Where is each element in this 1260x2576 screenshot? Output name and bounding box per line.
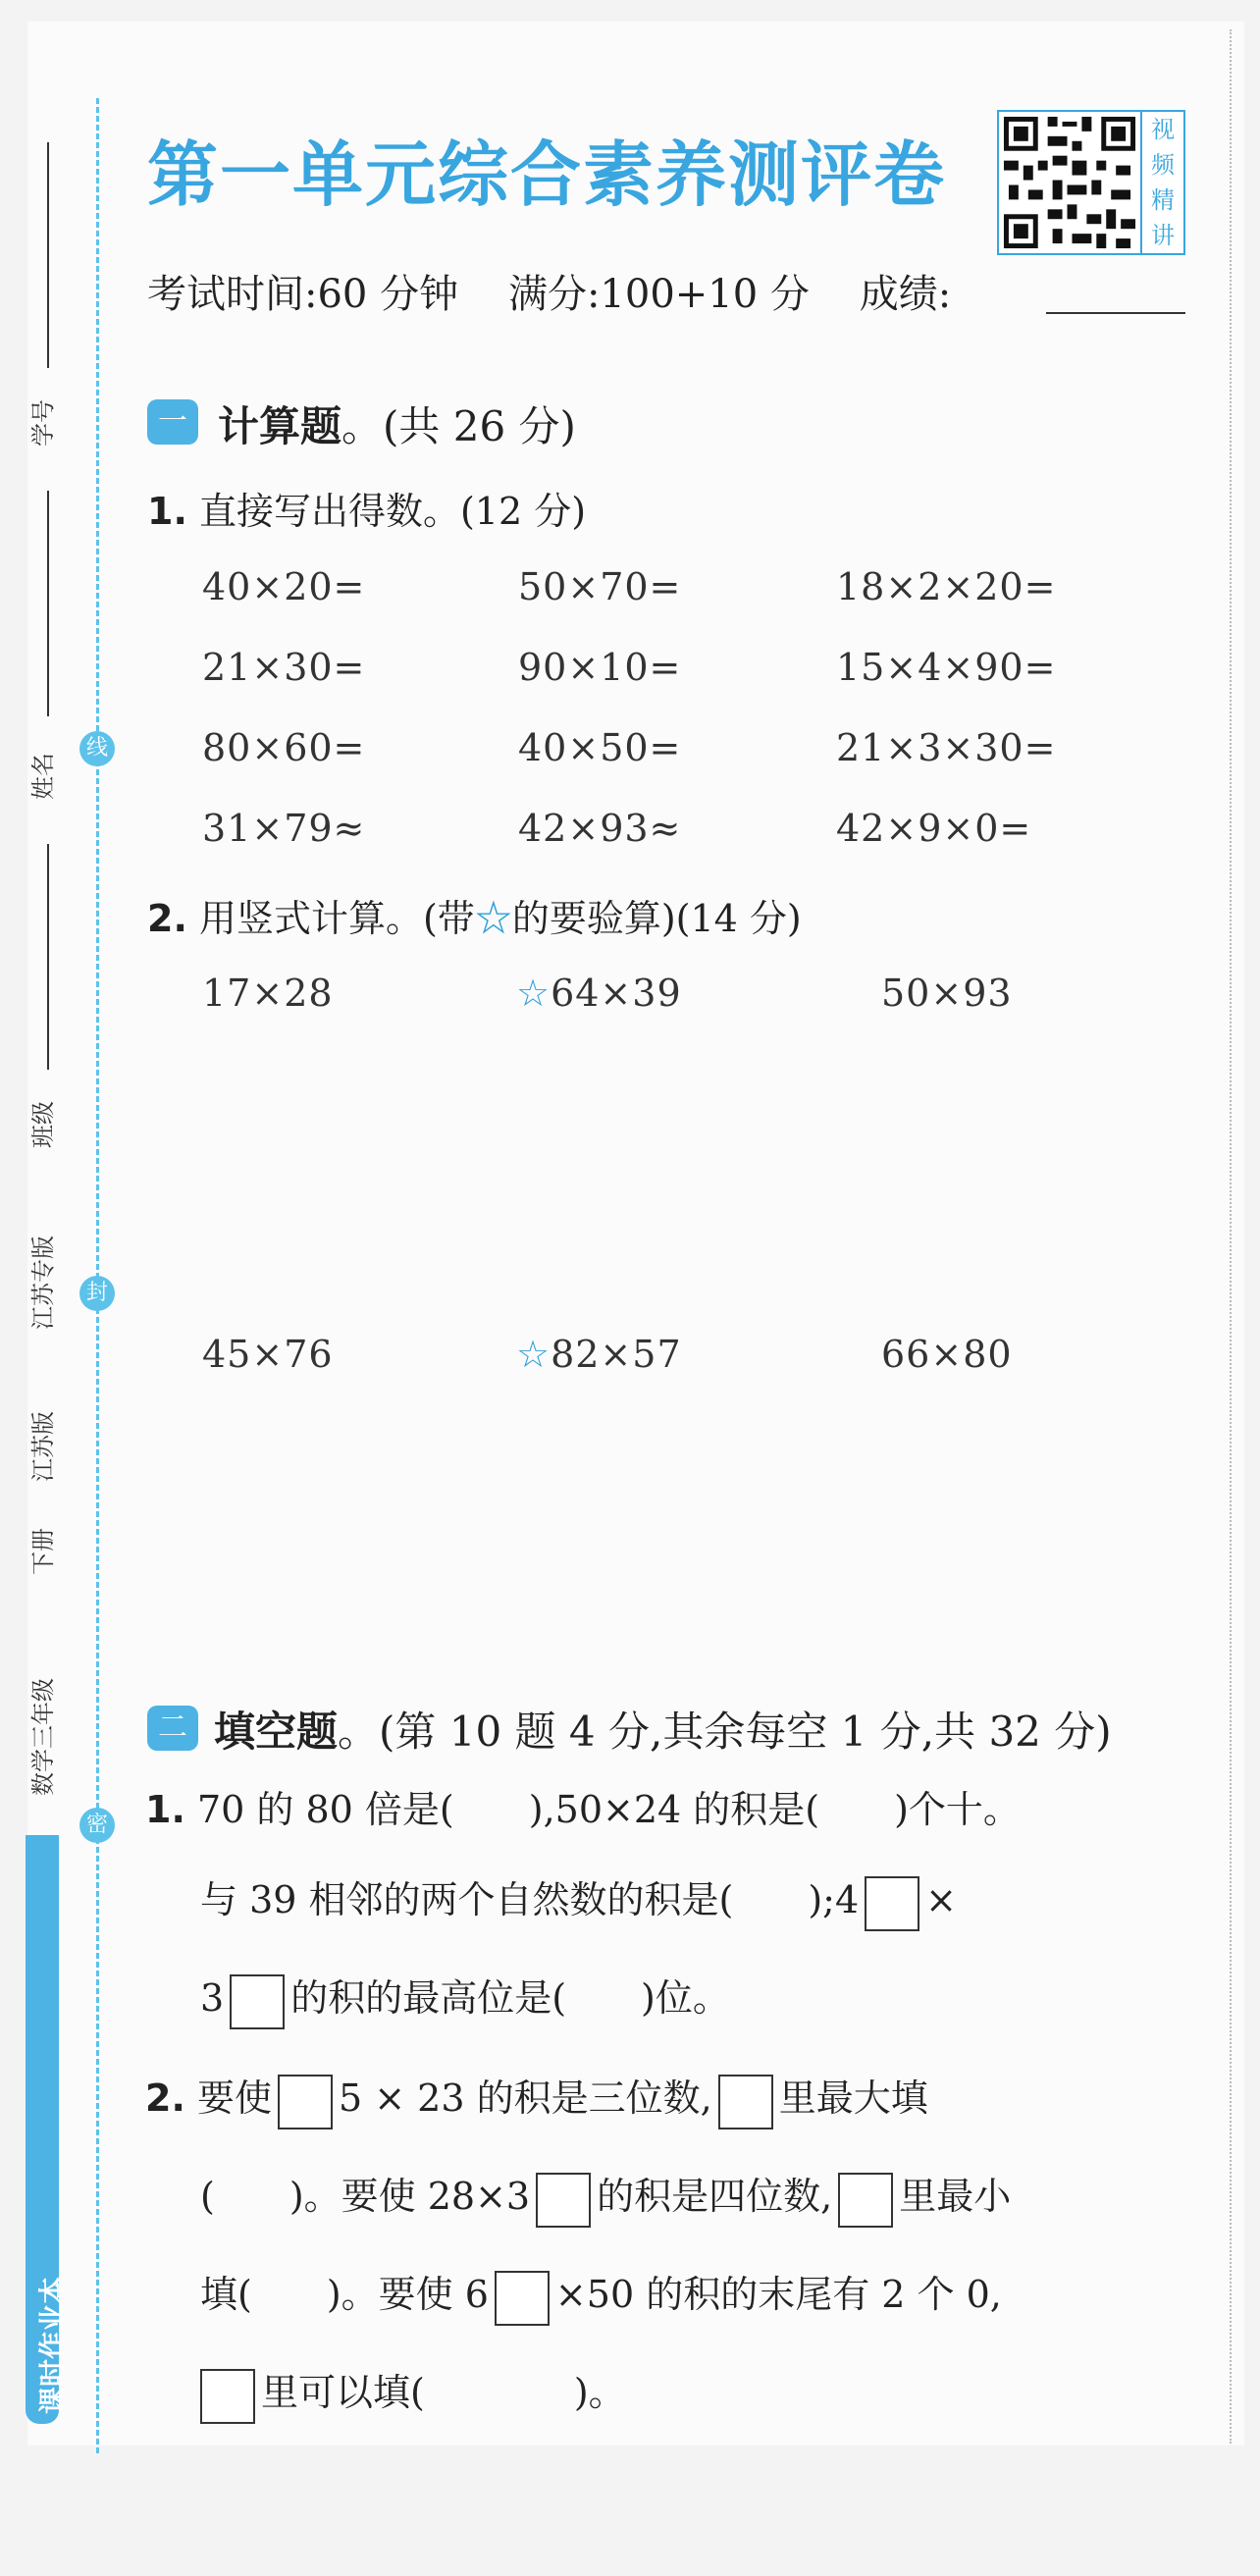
- vertical-calc-item: ☆82×57: [516, 1333, 682, 1376]
- question-2-2-line-3: 填( )。要使 6 ×50 的积的末尾有 2 个 0,: [200, 2269, 1002, 2326]
- calc-item: 21×30=: [202, 646, 366, 689]
- question-2-2-line-1: 2. 要使 5 × 23 的积是三位数, 里最大填: [145, 2073, 928, 2129]
- student-id-line: [47, 142, 49, 368]
- calc-item: 40×20=: [202, 565, 366, 608]
- vertical-calc-item: 45×76: [202, 1333, 334, 1376]
- calc-item: 31×79≈: [202, 807, 366, 850]
- video-lesson-tag: 视 频 精 讲: [1140, 110, 1185, 255]
- binding-dot-mi: 密: [79, 1808, 115, 1843]
- exam-time: 考试时间:60 分钟: [147, 272, 459, 317]
- answer-box[interactable]: [495, 2271, 550, 2326]
- edition-jiangsu: 江苏版: [29, 1411, 57, 1482]
- full-score: 满分:100+10 分: [507, 272, 810, 317]
- vertical-calc-item: 50×93: [881, 972, 1013, 1015]
- answer-box[interactable]: [230, 1974, 285, 2029]
- calc-item: 50×70=: [518, 565, 682, 608]
- question-2-2-line-2: ( )。要使 28×3 的积是四位数, 里最小: [200, 2171, 1011, 2228]
- page-title: 第一单元综合素养测评卷: [147, 133, 947, 216]
- edition-volume: 下册: [29, 1528, 57, 1575]
- question-2-1-line-3: 3 的积的最高位是( )位。: [200, 1972, 730, 2029]
- question-2-1-line-2: 与 39 相邻的两个自然数的积是( );4 ×: [200, 1874, 957, 1931]
- section-2-heading: 填空题。(第 10 题 4 分,其余每空 1 分,共 32 分): [214, 1708, 1112, 1756]
- star-icon: ☆: [516, 1333, 551, 1376]
- edition-grade: 数学三年级: [29, 1678, 57, 1796]
- answer-box[interactable]: [200, 2369, 255, 2424]
- name-line: [47, 491, 49, 716]
- star-icon: ☆: [474, 897, 512, 940]
- star-icon: ☆: [516, 972, 551, 1015]
- answer-box[interactable]: [865, 1876, 919, 1931]
- answer-box[interactable]: [278, 2075, 333, 2129]
- score-label: 成绩:: [859, 272, 952, 317]
- question-2-1-line-1: 1. 70 的 80 倍是( ),50×24 的积是( )个十。: [145, 1788, 1021, 1831]
- vertical-calc-item: ☆64×39: [516, 972, 682, 1015]
- answer-box[interactable]: [718, 2075, 773, 2129]
- edition-jiangsu-special: 江苏专版: [29, 1235, 57, 1330]
- section-1-badge: 一: [147, 399, 198, 445]
- brand-band-text: 课时作业本: [36, 2276, 69, 2414]
- exam-info: [147, 263, 951, 319]
- binding-dot-feng: 封: [79, 1276, 115, 1311]
- binding-dot-xian: 线: [79, 731, 115, 766]
- calc-item: 18×2×20=: [836, 565, 1057, 608]
- question-2-2-line-4: 里可以填( )。: [200, 2367, 626, 2424]
- section-2-badge: 二: [147, 1706, 198, 1751]
- qr-code-icon: [997, 110, 1142, 255]
- answer-box[interactable]: [536, 2173, 591, 2228]
- calc-item: 21×3×30=: [836, 726, 1057, 769]
- calc-item: 40×50=: [518, 726, 682, 769]
- class-label: 班级: [29, 1101, 57, 1148]
- student-id-label: 学号: [29, 399, 57, 447]
- calc-item: 42×93≈: [518, 807, 682, 850]
- vertical-calc-item: 66×80: [881, 1333, 1013, 1376]
- vertical-calc-item: 17×28: [202, 972, 334, 1015]
- calc-item: 80×60=: [202, 726, 366, 769]
- question-1-1: 1. 直接写出得数。(12 分): [147, 490, 587, 533]
- answer-box[interactable]: [838, 2173, 893, 2228]
- score-blank[interactable]: [1046, 312, 1185, 314]
- calc-item: 90×10=: [518, 646, 682, 689]
- question-1-2: 2. 用竖式计算。(带☆的要验算)(14 分): [147, 897, 802, 940]
- class-line: [47, 844, 49, 1070]
- name-label: 姓名: [29, 753, 57, 800]
- calc-item: 42×9×0=: [836, 807, 1032, 850]
- calc-item: 15×4×90=: [836, 646, 1057, 689]
- page-edge: [1230, 29, 1232, 2444]
- section-1-heading: 计算题。(共 26 分): [218, 402, 576, 450]
